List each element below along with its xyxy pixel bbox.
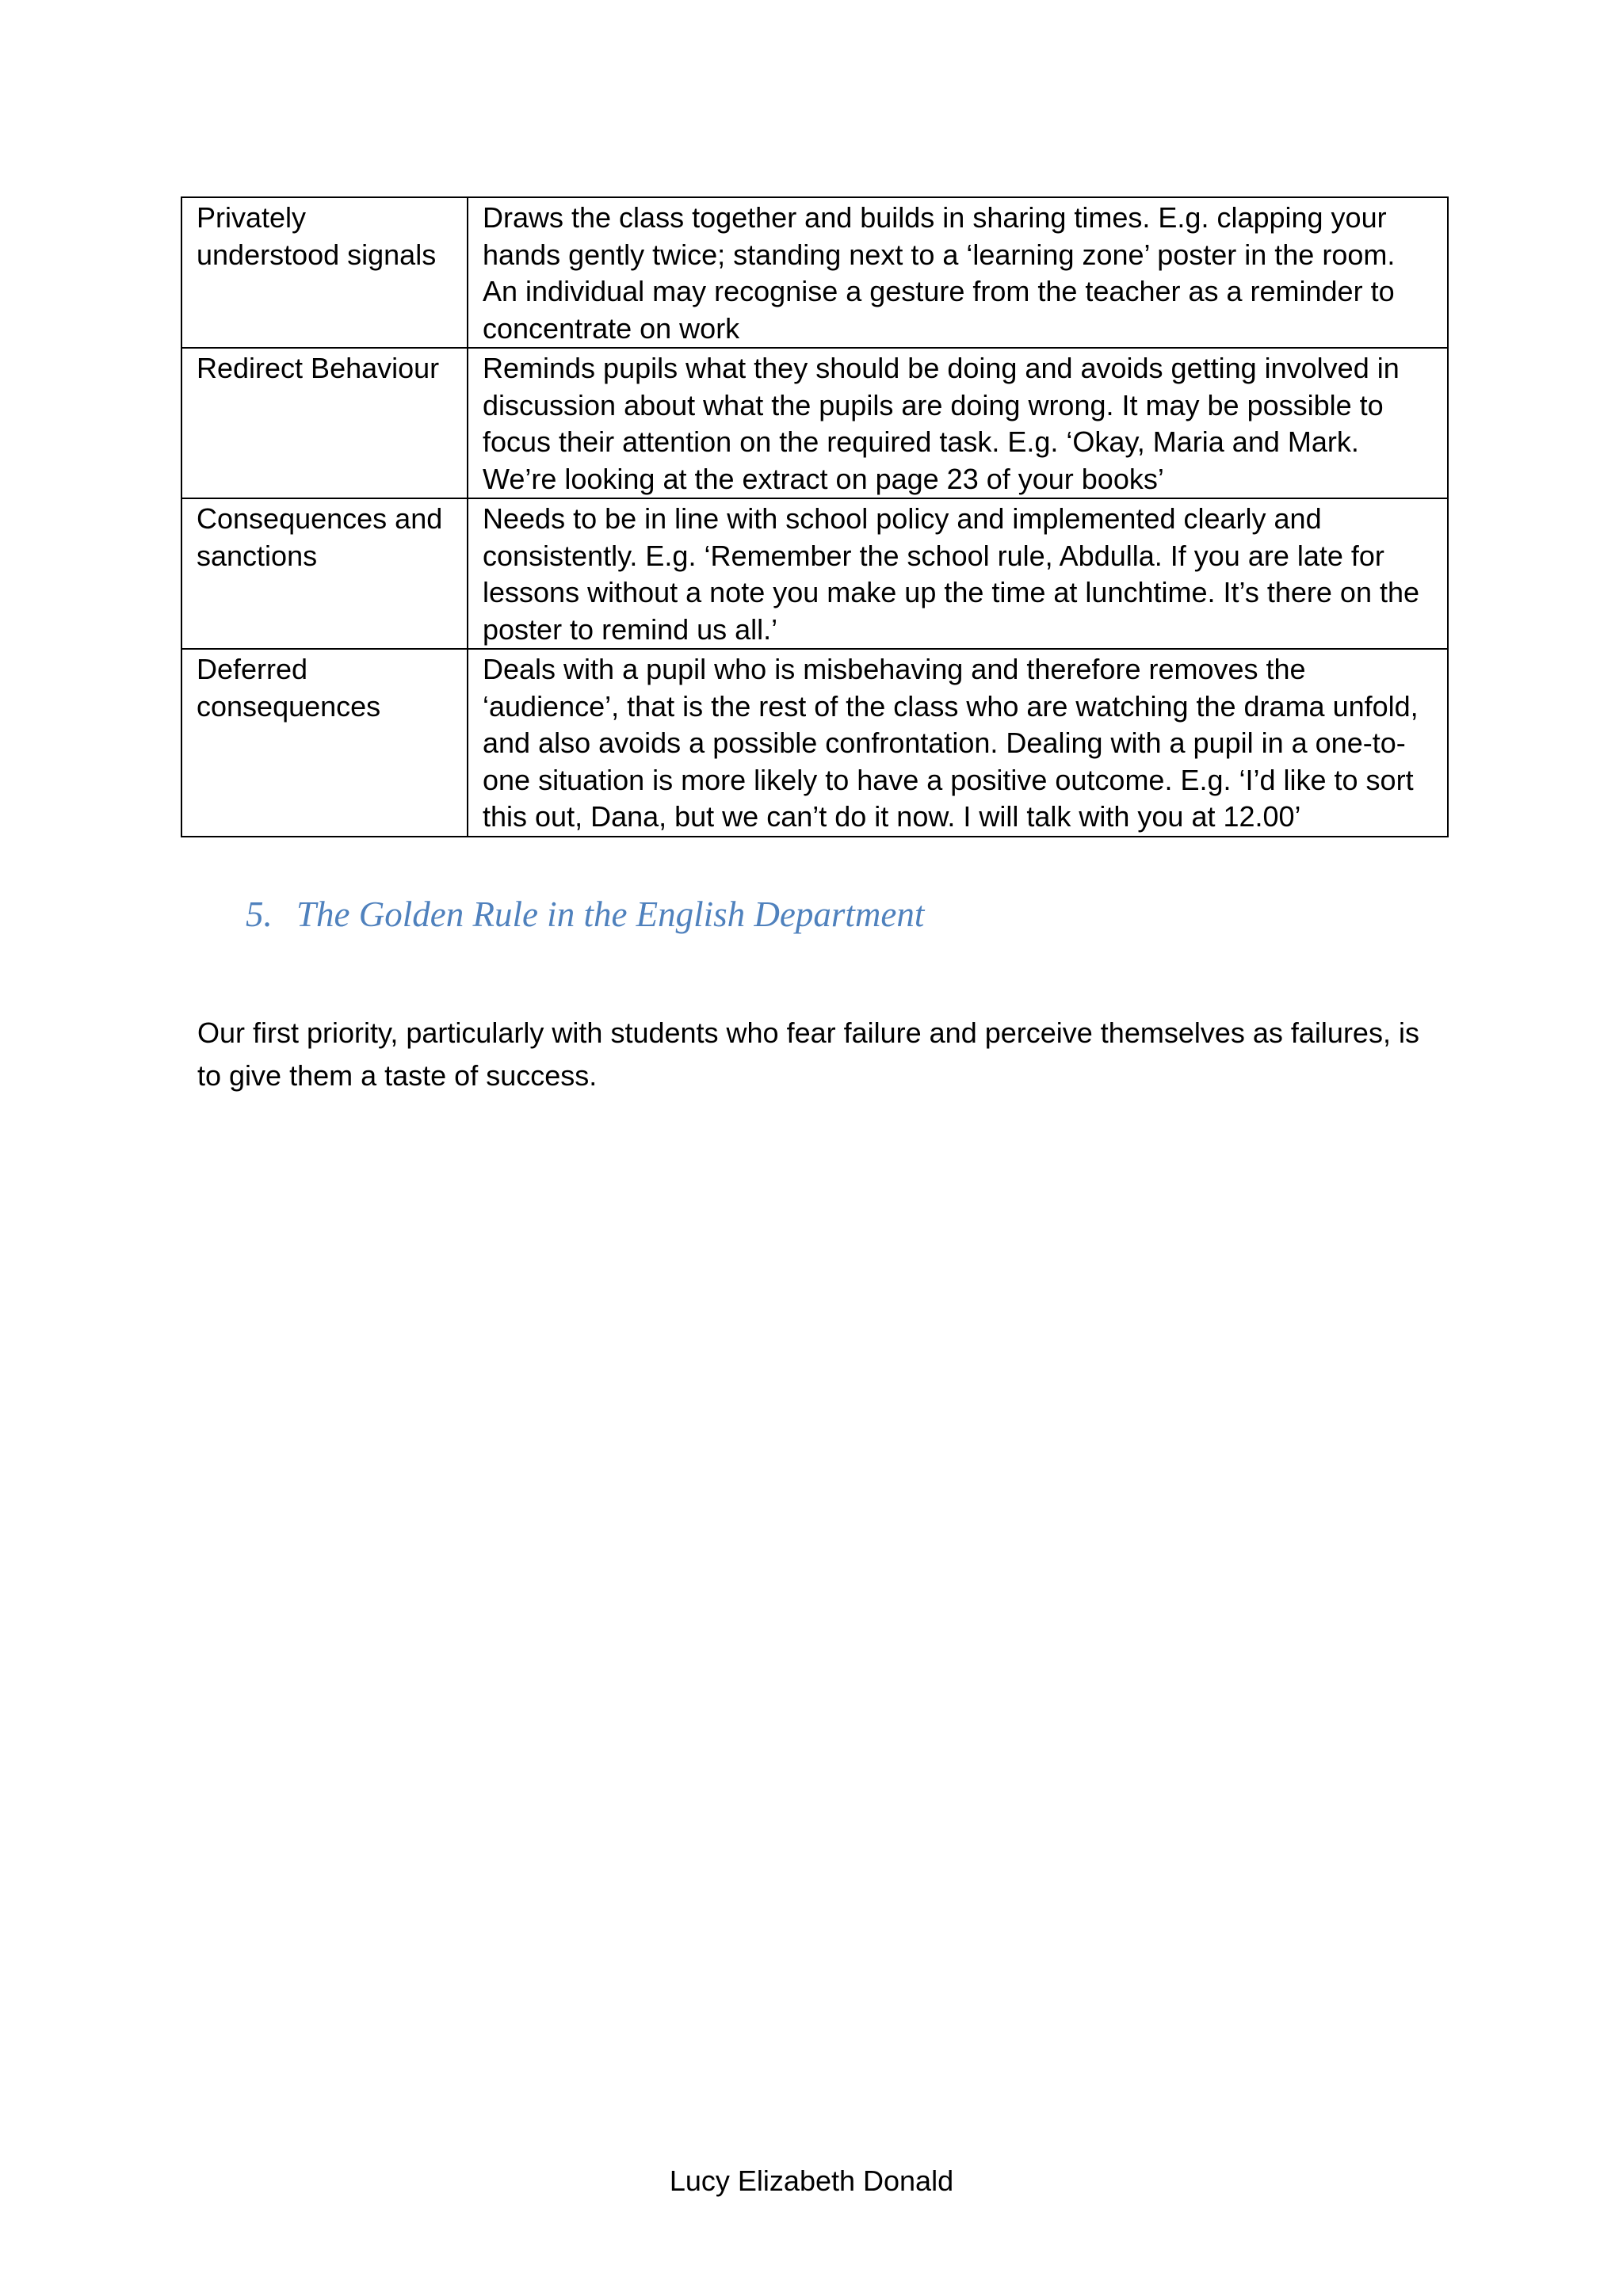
description-cell: Reminds pupils what they should be doing and avoids getting involved in discussion about what the pupils are doing wrong. It may be possible to focus their attention on the required task. E.g. ‘Okay, Maria and Mark. We’re looking at the extract on page 23 of your books’: [468, 348, 1448, 498]
table-row: [181, 649, 1448, 837]
footer-author: Lucy Elizabeth Donald: [669, 2164, 954, 2197]
body-paragraph: Our first priority, particularly with students who fear failure and perceive themselves as failures, is to give them a taste of success.: [197, 1016, 1419, 1092]
table-row: [181, 498, 1448, 649]
behaviour-strategies-table: [181, 196, 1449, 837]
table-row: [181, 348, 1448, 498]
table-row: [181, 197, 1448, 348]
section-title: The Golden Rule in the English Department: [296, 894, 925, 934]
section-heading: [246, 894, 924, 935]
strategy-cell: Consequences and sanctions: [181, 498, 468, 649]
section-number: 5.: [246, 894, 273, 934]
strategy-cell: Redirect Behaviour: [181, 348, 468, 498]
description-cell: Draws the class together and builds in sharing times. E.g. clapping your hands gently twice; standing next to a ‘learning zone’ poster in the room. An individual may recognise a gesture from the teacher as a reminder to concentrate on work: [468, 197, 1448, 348]
strategy-cell: Deferred consequences: [181, 649, 468, 837]
description-cell: Deals with a pupil who is misbehaving and therefore removes the ‘audience’, that is the rest of the class who are watching the drama unfold, and also avoids a possible confrontation. Dealing with a pupil in a one-to-one situation is more likely to have a positive outcome. E.g. ‘I’d like to sort this out, Dana, but we can’t do it now. I will talk with you at 12.00’: [468, 649, 1448, 837]
strategy-cell: Privately understood signals: [181, 197, 468, 348]
description-cell: Needs to be in line with school policy and implemented clearly and consistently. E.g. ‘Remember the school rule, Abdulla. If you are late for lessons without a note you make up the time at lunchtime. It’s there on the poster to remind us all.’: [468, 498, 1448, 649]
